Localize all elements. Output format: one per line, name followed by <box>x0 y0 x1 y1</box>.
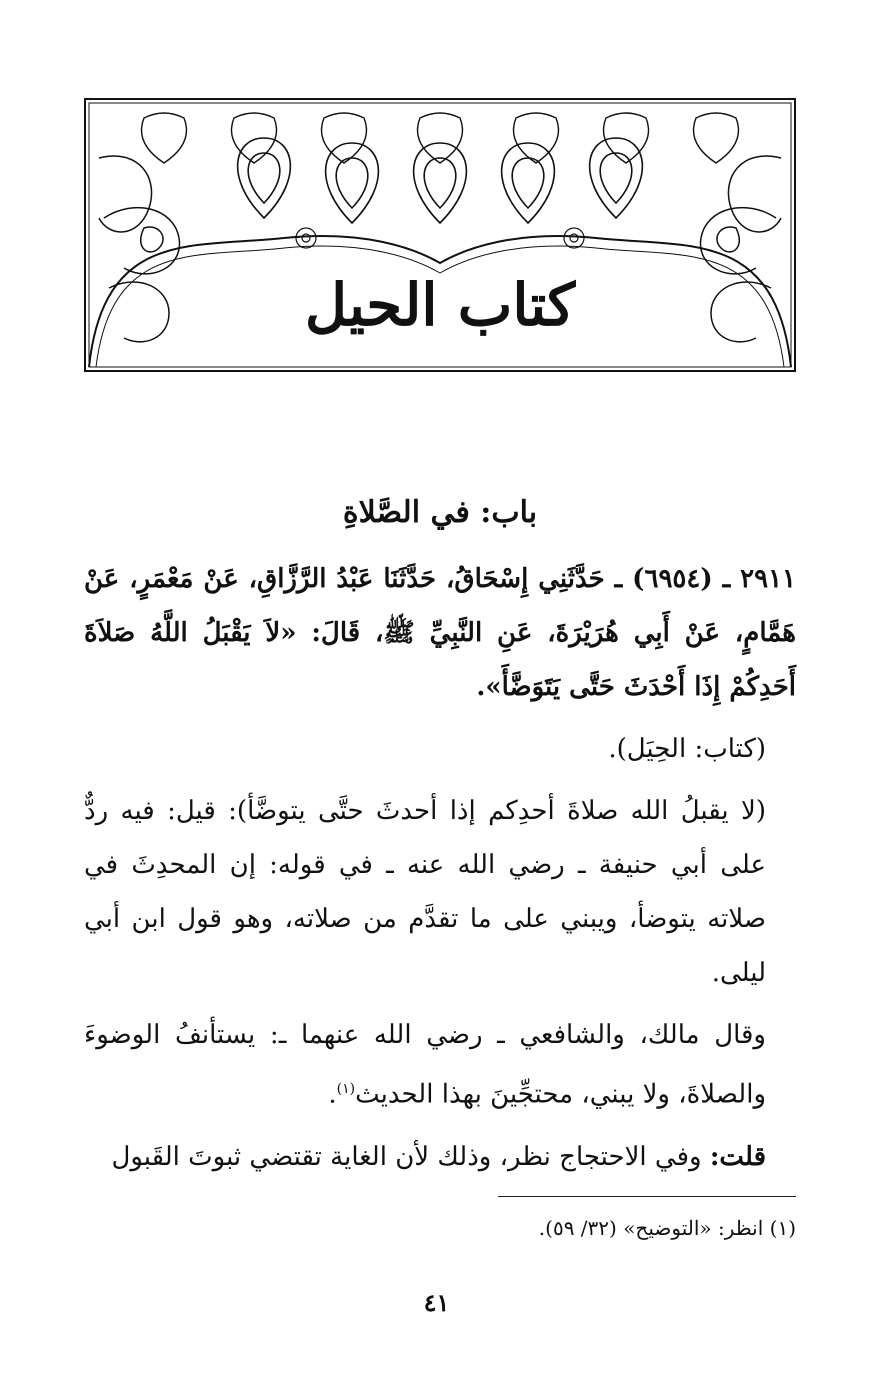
page-number: ٤١ <box>423 1288 450 1317</box>
chapter-heading: باب: في الصَّلاةِ <box>342 495 538 530</box>
commentary-paragraph-3-end: . <box>328 1079 337 1110</box>
footnote-marker: (١) <box>336 1081 356 1097</box>
main-text <box>84 492 796 1192</box>
book-title: كتاب الحيل <box>304 271 576 339</box>
commentary-paragraph-4-text: وفي الاحتجاج نظر، وذلك لأن الغاية تقتضي ثبوتَ القَبول <box>111 1141 702 1172</box>
qultu-label: قلت: <box>709 1141 766 1172</box>
ornamental-header-frame <box>84 98 796 372</box>
commentary-paragraph-4 <box>84 1130 796 1184</box>
hadith-text: ٢٩١١ ـ (٦٩٥٤) ـ حَدَّثَنِي إِسْحَاقُ، حَدَّثَنَا عَبْدُ الرَّزَّاقِ، عَنْ مَعْمَرٍ، عَنْ هَمَّامٍ، عَنْ أَبِي هُرَيْرَةَ، عَنِ النَّبِيِّ ﷺ، قَالَ: «لاَ يَقْبَلُ اللَّهُ صَلاَةَ أَحَدِكُمْ إِذَا أَحْدَثَ حَتَّى يَتَوَضَّأَ». <box>84 564 796 702</box>
commentary-paragraph-1: (كتاب: الحِيَل). <box>608 734 766 764</box>
commentary-paragraph-2: (لا يقبلُ الله صلاةَ أحدِكم إذا أحدثَ حتَّى يتوضَّأ): قيل: فيه ردٌّ على أبي حنيفة ـ رضي الله عنه ـ في قوله: إن المحدِثَ في صلاته يتوضأ، ويبني على ما تقدَّم من صلاته، وهو قول ابن أبي ليلى. <box>84 796 766 988</box>
footnote-separator <box>498 1196 796 1197</box>
footnote: (١) انظر: «التوضيح» (٣٢/ ٥٩). <box>538 1216 796 1240</box>
commentary-paragraph-3 <box>84 1008 796 1122</box>
commentary-paragraph-3-text: وقال مالك، والشافعي ـ رضي الله عنهما ـ: يستأنفُ الوضوءَ والصلاةَ، ولا يبني، محتجِّينَ بهذا الحديث <box>84 1020 766 1110</box>
